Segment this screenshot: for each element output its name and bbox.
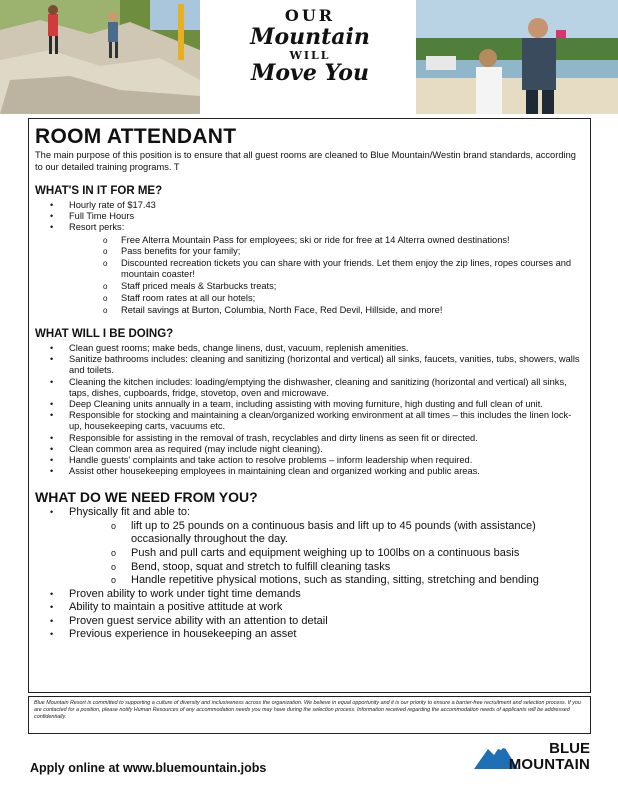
beach-photo: [416, 0, 618, 114]
physical-list: [69, 520, 584, 587]
list-item: • Previous experience in housekeeping an asset: [35, 628, 584, 641]
page-header: [0, 0, 618, 118]
duties-list: [35, 343, 584, 477]
perks-list: [35, 200, 584, 316]
list-item: • Responsible for assisting in the removal of trash, recyclables and dirty linens as seen fit or directed.: [35, 433, 584, 444]
logo-line-1: BLUE: [549, 740, 590, 757]
slogan-line-2: Mountain: [250, 24, 370, 50]
apply-link[interactable]: Apply online at www.bluemountain.jobs: [30, 761, 267, 775]
slogan-line-4: Move You: [251, 60, 369, 86]
job-title: ROOM ATTENDANT: [35, 125, 237, 148]
climbing-photo: [0, 0, 200, 114]
list-item: o Free Alterra Mountain Pass for employees; ski or ride for free at 14 Alterra owned destinations!: [69, 235, 584, 246]
job-posting-box: [28, 118, 591, 693]
perks-heading: WHAT'S IN IT FOR ME?: [35, 185, 163, 197]
list-item: o Handle repetitive physical motions, such as standing, sitting, stretching and bending: [69, 574, 584, 587]
list-item: o Pass benefits for your family;: [69, 246, 584, 257]
job-intro: The main purpose of this position is to ensure that all guest rooms are cleaned to Blue Mountain/Westin brand standards, according to our detailed training programs. T: [35, 150, 576, 172]
needs-heading: [35, 490, 584, 504]
list-item: • Proven guest service ability with an attention to detail: [35, 615, 584, 628]
list-item: • Ability to maintain a positive attitude at work: [35, 601, 584, 614]
list-item: o Bend, stoop, squat and stretch to fulfill cleaning tasks: [69, 561, 584, 574]
physical-label: Physically fit and able to:: [69, 506, 191, 519]
duties-heading: WHAT WILL I BE DOING?: [35, 328, 174, 340]
list-item: o lift up to 25 pounds on a continuous basis and lift up to 45 pounds (with assistance) occasionally throughout the day.: [69, 520, 584, 546]
list-item: • Proven ability to work under tight time demands: [35, 588, 584, 601]
disclaimer-box: [28, 696, 591, 734]
list-item: [35, 506, 584, 587]
list-item: o Staff priced meals & Starbucks treats;: [69, 281, 584, 292]
list-item: • Assist other housekeeping employees in maintaining clean and organized working and public areas.: [35, 466, 584, 477]
list-item: • Sanitize bathrooms includes: cleaning and sanitizing (horizontal and vertical) all sinks, faucets, vanities, tubs, showers, walls and toilets.: [35, 354, 584, 376]
needs-heading-rest: DO WE NEED FROM YOU?: [75, 489, 258, 506]
list-item: • Deep Cleaning units annually in a team, including assisting with moving furniture, high dusting and full clean of unit.: [35, 399, 584, 410]
resort-perks-label: Resort perks:: [69, 222, 125, 233]
resort-perks-list: [69, 235, 584, 316]
slogan-line-1: OUR: [284, 6, 336, 25]
list-item: o Discounted recreation tickets you can share with your friends. Let them enjoy the zip lines, ropes courses and mountain coaster!: [69, 258, 584, 280]
list-item: • Responsible for stocking and maintaining a clean/organized working environment at all times – this includes the linen lock-up, housekeeping carts, vacuums etc.: [35, 410, 584, 432]
slogan-logo: [240, 8, 380, 108]
slogan-line-3: WILL: [289, 49, 331, 62]
needs-heading-word: WHAT: [35, 489, 76, 506]
disclaimer-text: Blue Mountain Resort is committed to supporting a culture of diversity and inclusiveness across the organization. We believe in equal opportunity and it is our priority to ensure a barrier-free recruitment and selection process. If you are contacted for a position, please notify Human Resources of any accommodation needs you may have during the selection process. Information received regarding the accommodation needs of applicants will be addressed confidentially.: [34, 700, 581, 720]
list-item: o Staff room rates at all our hotels;: [69, 293, 584, 304]
list-item: • Hourly rate of $17.43: [35, 200, 584, 211]
list-item: • Full Time Hours: [35, 211, 584, 222]
list-item: o Retail savings at Burton, Columbia, North Face, Red Devil, Hillside, and more!: [69, 305, 584, 316]
list-item: o Push and pull carts and equipment weighing up to 100lbs on a continuous basis: [69, 547, 584, 560]
list-item: • Clean guest rooms; make beds, change linens, dust, vacuum, replenish amenities.: [35, 343, 584, 354]
list-item: • Handle guests' complaints and take action to resolve problems – inform leadership when required.: [35, 455, 584, 466]
list-item: • Cleaning the kitchen includes: loading/emptying the dishwasher, cleaning and sanitizing (horizontal and vertical) all sinks, taps, dishes, cupboards, fridge, stovetop, oven and microwave.: [35, 377, 584, 399]
blue-mountain-logo: [470, 735, 590, 781]
needs-list: [35, 506, 584, 641]
list-item: • Clean common area as required (may include night cleaning).: [35, 444, 584, 455]
list-item: [35, 222, 584, 316]
logo-line-2: MOUNTAIN: [508, 756, 590, 773]
